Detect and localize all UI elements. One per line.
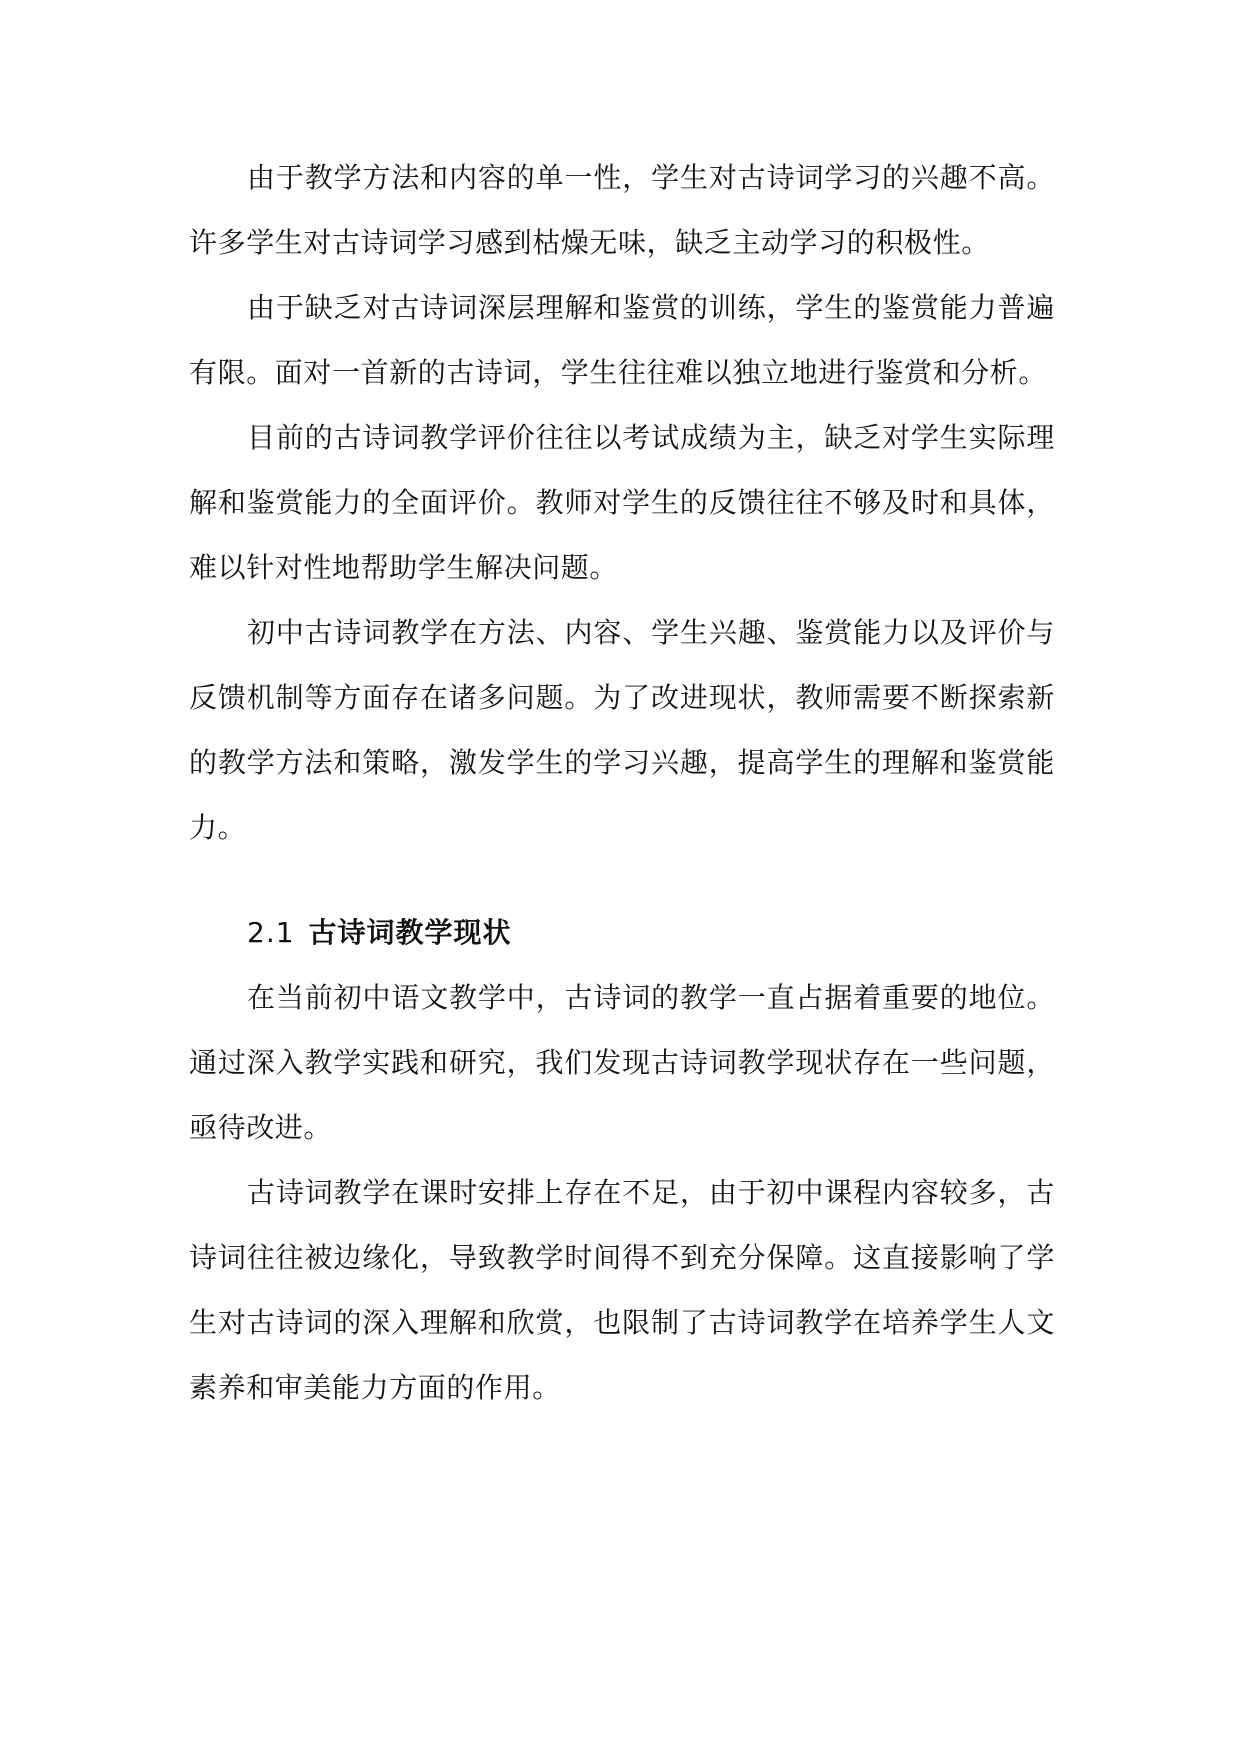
paragraph-interest: 由于教学方法和内容的单一性，学生对古诗词学习的兴趣不高。许多学生对古诗词学习感到枯燥无味，缺乏主动学习的积极性。 [189, 161, 1055, 259]
paragraph-appreciation: 由于缺乏对古诗词深层理解和鉴赏的训练，学生的鉴赏能力普遍有限。面对一首新的古诗词，学生往往难以独立地进行鉴赏和分析。 [189, 291, 1055, 389]
section-heading [189, 900, 1055, 965]
section-number: 2.1 [247, 916, 295, 949]
section-title: 古诗词教学现状 [308, 916, 512, 949]
paragraph-summary: 初中古诗词教学在方法、内容、学生兴趣、鉴赏能力以及评价与反馈机制等方面存在诸多问题。为了改进现状，教师需要不断探索新的教学方法和策略，激发学生的学习兴趣，提高学生的理解和鉴赏能力。 [189, 616, 1055, 844]
paragraph-evaluation: 目前的古诗词教学评价往往以考试成绩为主，缺乏对学生实际理解和鉴赏能力的全面评价。教师对学生的反馈往往不够及时和具体，难以针对性地帮助学生解决问题。 [189, 421, 1055, 584]
paragraph-class-hours: 古诗词教学在课时安排上存在不足，由于初中课程内容较多，古诗词往往被边缘化，导致教学时间得不到充分保障。这直接影响了学生对古诗词的深入理解和欣赏，也限制了古诗词教学在培养学生人文素养和审美能力方面的作用。 [189, 1176, 1055, 1404]
document-body [189, 145, 1055, 1420]
paragraph-current-status: 在当前初中语文教学中，古诗词的教学一直占据着重要的地位。通过深入教学实践和研究，我们发现古诗词教学现状存在一些问题，亟待改进。 [189, 981, 1055, 1144]
